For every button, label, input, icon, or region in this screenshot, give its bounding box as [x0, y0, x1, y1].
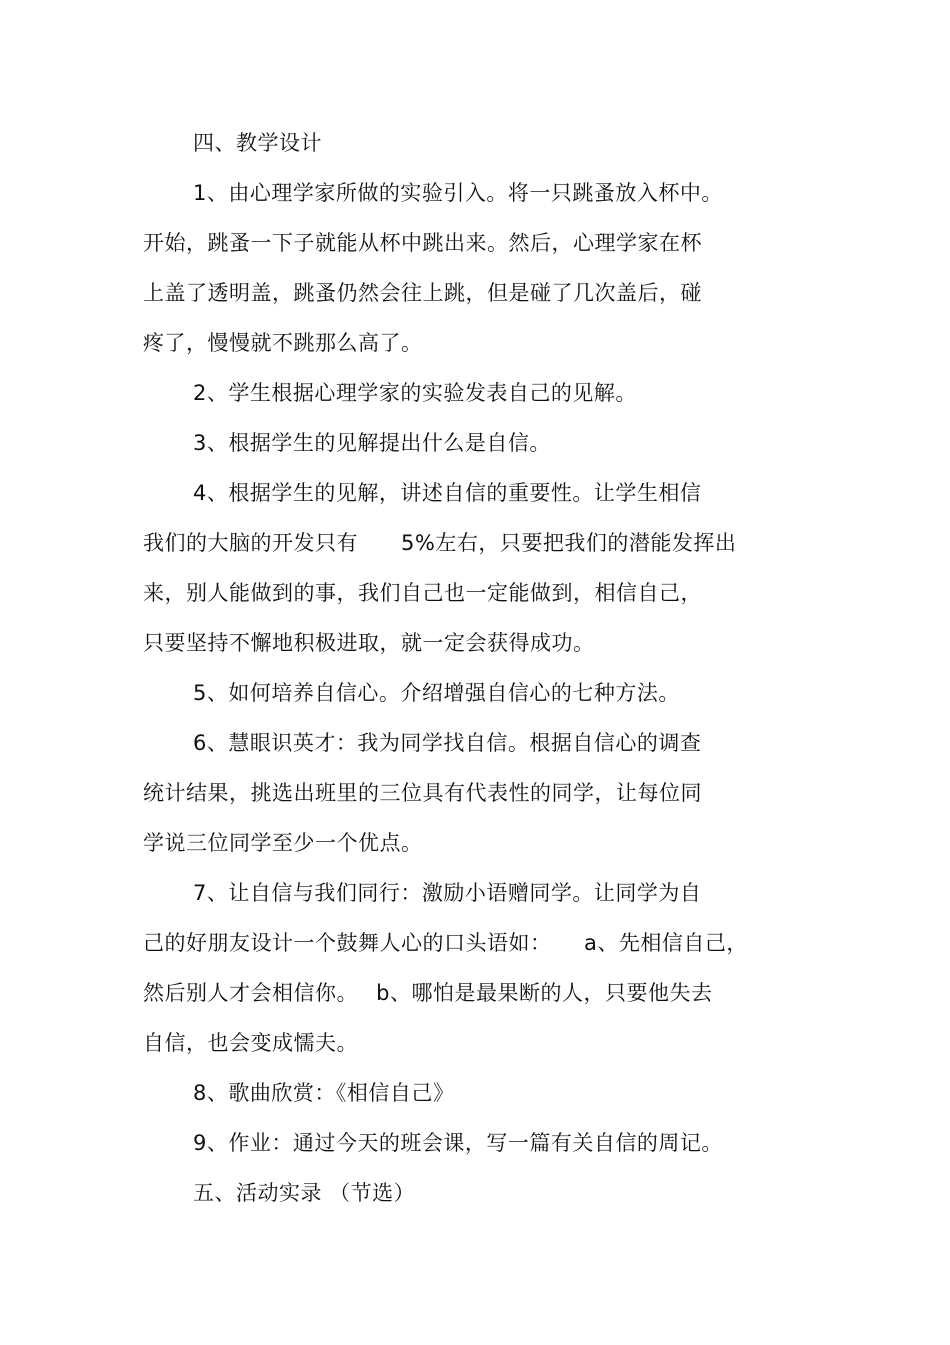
section-heading-teaching-design: 四、教学设计	[193, 131, 322, 155]
section-heading-activity-record: 五、活动实录 （节选）	[193, 1181, 416, 1205]
paragraph-line: 5、如何培养自信心。介绍增强自信心的七种方法。	[193, 681, 680, 705]
paragraph-line: 2、学生根据心理学家的实验发表自己的见解。	[193, 381, 637, 405]
paragraph-line: 6、慧眼识英才：我为同学找自信。根据自信心的调查	[193, 731, 702, 755]
paragraph-line: 7、让自信与我们同行：激励小语赠同学。让同学为自	[193, 881, 702, 905]
paragraph-line: 统计结果，挑选出班里的三位具有代表性的同学，让每位同	[143, 781, 702, 805]
paragraph-line: 只要坚持不懈地积极进取，就一定会获得成功。	[143, 631, 595, 655]
paragraph-line: 4、根据学生的见解，讲述自信的重要性。让学生相信	[193, 481, 702, 505]
paragraph-line: 1、由心理学家所做的实验引入。将一只跳蚤放入杯中。	[193, 181, 723, 205]
paragraph-line: 疼了，慢慢就不跳那么高了。	[143, 331, 423, 355]
paragraph-line: 开始，跳蚤一下子就能从杯中跳出来。然后，心理学家在杯	[143, 231, 702, 255]
paragraph-line: 自信，也会变成懦夫。	[143, 1031, 358, 1055]
paragraph-line: 然后别人才会相信你。 b、哪怕是最果断的人，只要他失去	[143, 981, 713, 1005]
paragraph-line: 己的好朋友设计一个鼓舞人心的口头语如： a、先相信自己，	[143, 931, 748, 955]
paragraph-line: 上盖了透明盖，跳蚤仍然会往上跳，但是碰了几次盖后，碰	[143, 281, 702, 305]
paragraph-line: 我们的大脑的开发只有 5%左右，只要把我们的潜能发挥出	[143, 531, 737, 555]
paragraph-line: 9、作业：通过今天的班会课，写一篇有关自信的周记。	[193, 1131, 723, 1155]
paragraph-line: 学说三位同学至少一个优点。	[143, 831, 423, 855]
paragraph-line: 8、歌曲欣赏：《相信自己》	[193, 1081, 455, 1105]
paragraph-line: 3、根据学生的见解提出什么是自信。	[193, 431, 551, 455]
paragraph-line: 来，别人能做到的事，我们自己也一定能做到，相信自己，	[143, 581, 702, 605]
